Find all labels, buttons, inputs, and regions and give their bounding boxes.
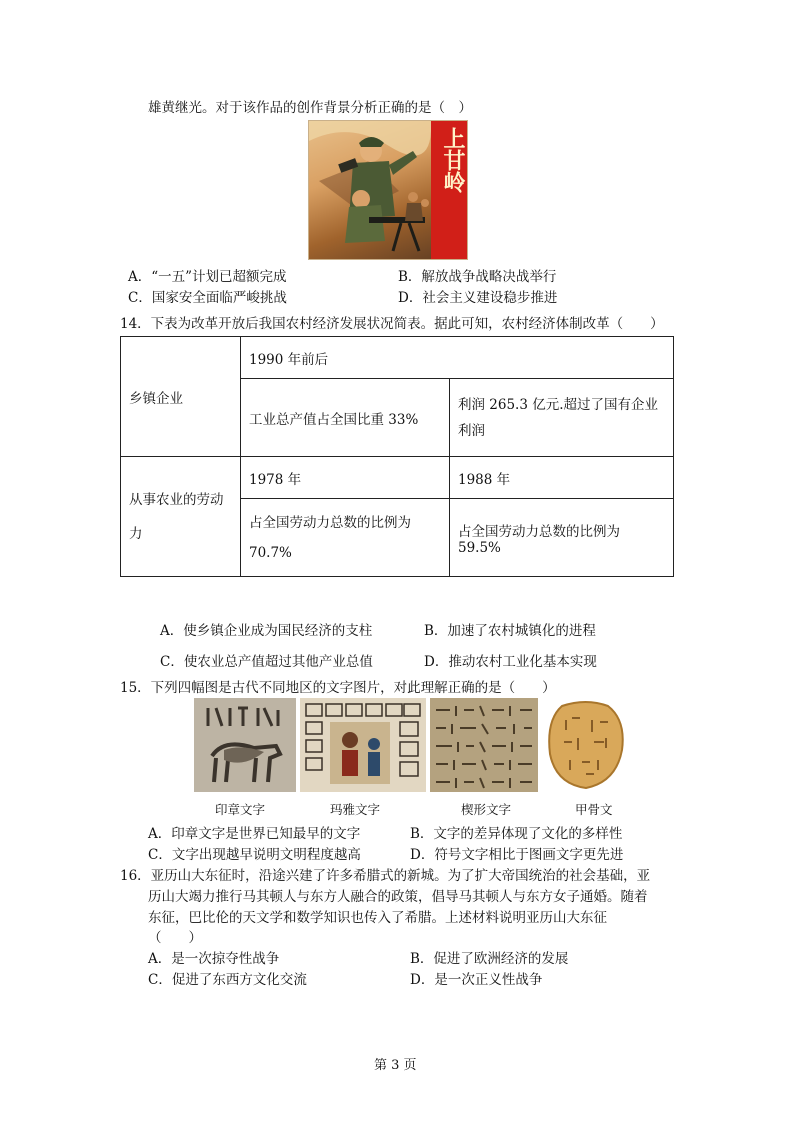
caption-maya-script: 玛雅文字 [330,802,381,817]
table-cell-output-share: 工业总产值占全国比重 33% [241,379,450,457]
q14-stem: 14．下表为改革开放后我国农村经济发展状况简表。据此可知，农村经济体制改革（ ） [120,316,664,332]
maya-script-image [300,698,426,792]
q16-option-b: B．促进了欧洲经济的发展 [410,951,569,967]
oracle-bone-image [542,698,628,792]
seal-script-artwork [194,698,296,792]
caption-cuneiform: 楔形文字 [461,802,512,817]
labor-1978-line-2: 70.7% [249,544,292,561]
shangganling-poster-image [308,120,468,260]
q16-option-c: C．促进了东西方文化交流 [148,972,307,988]
table-cell-profit [450,379,674,457]
q13-option-c: C．国家安全面临严峻挑战 [128,290,287,306]
q16-stem-line-3: 东征，巴比伦的天文学和数学知识也传入了希腊。上述材料说明亚历山大东征 [148,910,607,926]
table-year-1988: 1988 年 [450,457,674,499]
labor-header-line-2: 力 [129,525,143,542]
q14-option-c: C．使农业总产值超过其他产业总值 [160,654,373,670]
poster-title: 上甘岭 [440,127,465,193]
q16-stem-line-4: （ ） [148,930,202,946]
oracle-bone-artwork [542,698,628,792]
q15-option-b: B．文字的差异体现了文化的多样性 [410,826,623,842]
table-row-header-township: 乡镇企业 [121,337,241,457]
table-cell-labor-1978 [241,499,450,577]
maya-script-artwork [300,698,426,792]
q15-option-a: A．印章文字是世界已知最早的文字 [148,826,361,842]
q14-option-d: D．推动农村工业化基本实现 [424,654,597,670]
q13-option-a: A．“一五”计划已超额完成 [128,269,287,285]
q16-option-a: A．是一次掠夺性战争 [148,951,280,967]
q13-option-b: B．解放战争战略决战举行 [398,269,557,285]
rural-economy-table [120,336,674,577]
profit-line-2: 利润 [458,422,485,439]
q15-option-d: D．符号文字相比于图画文字更先进 [410,847,624,863]
table-cell-labor-1988: 占全国劳动力总数的比例为 59.5% [450,499,674,577]
page-number: 第 3 页 [374,1058,417,1073]
q13-option-d: D．社会主义建设稳步推进 [398,290,558,306]
q14-option-a: A．使乡镇企业成为国民经济的支柱 [160,623,373,639]
q16-stem-line-2: 历山大竭力推行马其顿人与东方人融合的政策，倡导马其顿人与东方女子通婚。随着 [148,889,648,905]
q16-stem-line-1: 16．亚历山大东征时，沿途兴建了许多希腊式的新城。为了扩大帝国统治的社会基础，亚 [120,868,651,884]
caption-oracle-bone: 甲骨文 [575,802,613,817]
labor-header-line-1: 从事农业的劳动 [129,491,224,508]
profit-line-1: 利润 265.3 亿元.超过了国有企业 [458,396,659,413]
cuneiform-artwork [430,698,538,792]
cuneiform-image [430,698,538,792]
table-row-header-labor [121,457,241,577]
labor-1978-line-1: 占全国劳动力总数的比例为 [249,514,411,531]
q13-stem-tail: 雄黄继光。对于该作品的创作背景分析正确的是（ ） [148,100,472,116]
q16-option-d: D．是一次正义性战争 [410,972,543,988]
caption-seal-script: 印章文字 [215,802,266,817]
seal-script-image [194,698,296,792]
q15-option-c: C．文字出现越早说明文明程度越高 [148,847,361,863]
q14-option-b: B．加速了农村城镇化的进程 [424,623,596,639]
table-period-cell: 1990 年前后 [241,337,674,379]
q15-stem: 15．下列四幅图是古代不同地区的文字图片，对此理解正确的是（ ） [120,680,556,696]
table-year-1978: 1978 年 [241,457,450,499]
